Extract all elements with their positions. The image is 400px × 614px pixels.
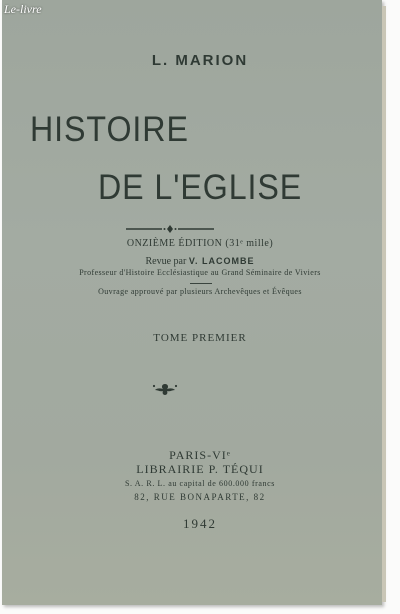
title-line-2: DE L'EGLISE bbox=[98, 168, 303, 207]
title-line-1: HISTOIRE bbox=[30, 110, 189, 149]
imprint-city: PARIS-VIᵉ bbox=[169, 448, 231, 462]
book-cover bbox=[2, 0, 382, 605]
author-name: L. MARION bbox=[151, 52, 249, 69]
ornament-rule-icon bbox=[126, 225, 214, 233]
approval-statement: Ouvrage approuvé par plusieurs Archevêques et Évêques bbox=[98, 287, 302, 296]
reviser-name: V. LACOMBE bbox=[188, 256, 255, 266]
imprint-capital: S. A. R. L. au capital de 600.000 francs bbox=[125, 479, 275, 488]
imprint-publisher: LIBRAIRIE P. TÉQUI bbox=[136, 462, 264, 476]
edition-statement: ONZIÈME ÉDITION (31ᵉ mille) bbox=[126, 238, 274, 249]
reviser-position: Professeur d'Histoire Ecclésiastique au Grand Séminaire de Viviers bbox=[79, 268, 321, 277]
fleuron-icon bbox=[152, 382, 178, 396]
divider bbox=[190, 283, 212, 284]
revision-line bbox=[0, 256, 400, 267]
volume-label: TOME PREMIER bbox=[153, 332, 247, 344]
revision-prefix: Revue par bbox=[145, 256, 187, 267]
watermark-logo: Le-livre bbox=[4, 2, 42, 16]
imprint-year: 1942 bbox=[183, 516, 217, 531]
imprint-address: 82, RUE BONAPARTE, 82 bbox=[134, 492, 266, 502]
